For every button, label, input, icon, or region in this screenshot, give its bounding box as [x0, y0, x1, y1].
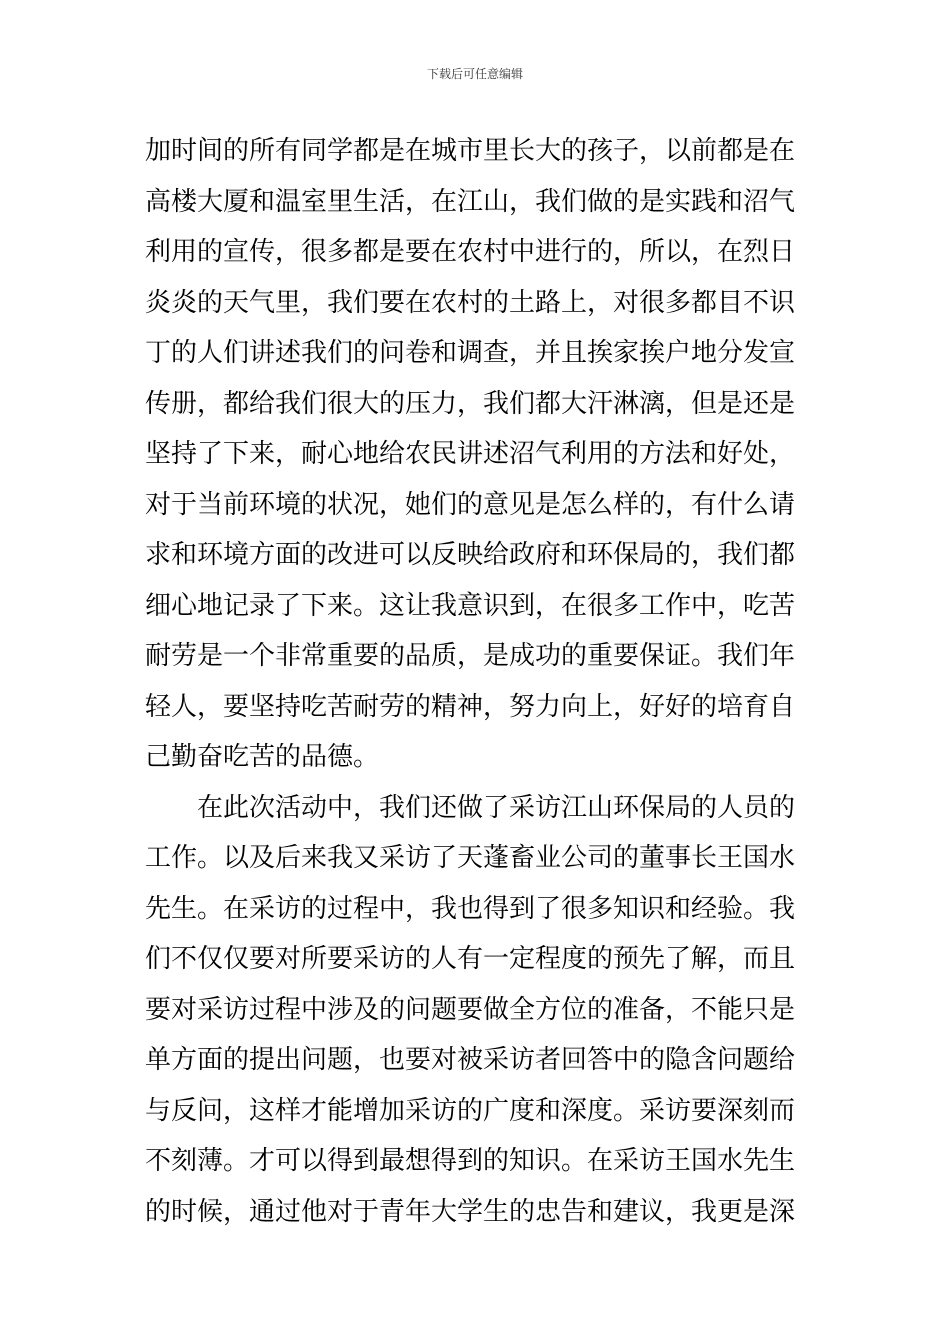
text-line: 在此次活动中，我们还做了采访江山环保局的人员的 — [197, 792, 796, 823]
text-line: 要对采访过程中涉及的问题要做全方位的准备，不能只是 — [145, 994, 796, 1025]
text-line: 耐劳是一个非常重要的品质，是成功的重要保证。我们年 — [145, 641, 796, 671]
text-line: 利用的宣传，很多都是要在农村中进行的，所以，在烈日 — [145, 237, 796, 267]
text-line: 轻人，要坚持吃苦耐劳的精神，努力向上，好好的培育自 — [145, 691, 796, 722]
paragraph-2 — [145, 783, 815, 1238]
paragraph-1 — [145, 126, 815, 783]
text-line: 细心地记录了下来。这让我意识到，在很多工作中，吃苦 — [145, 590, 796, 621]
text-line: 与反问，这样才能增加采访的广度和深度。采访要深刻而 — [145, 1095, 796, 1126]
text-line: 先生。在采访的过程中，我也得到了很多知识和经验。我 — [145, 893, 796, 924]
text-line: 传册，都给我们很大的压力，我们都大汗淋漓，但是还是 — [145, 388, 796, 419]
text-line: 们不仅仅要对所要采访的人有一定程度的预先了解，而且 — [145, 944, 796, 974]
text-line: 对于当前环境的状况，她们的意见是怎么样的，有什么请 — [145, 489, 796, 520]
text-line: 加时间的所有同学都是在城市里长大的孩子，以前都是在 — [145, 136, 796, 166]
text-line: 己勤奋吃苦的品德。 — [145, 742, 380, 772]
text-line: 工作。以及后来我又采访了天蓬畜业公司的董事长王国水 — [145, 843, 796, 873]
text-line: 炎炎的天气里，我们要在农村的土路上，对很多都目不识 — [145, 287, 796, 318]
text-line: 高楼大厦和温室里生活，在江山，我们做的是实践和沼气 — [145, 186, 796, 217]
text-line: 的时候，通过他对于青年大学生的忠告和建议，我更是深 — [145, 1196, 796, 1227]
text-line: 不刻薄。才可以得到最想得到的知识。在采访王国水先生 — [145, 1146, 796, 1176]
page-header: 下载后可任意编辑 — [426, 67, 523, 81]
body-text — [145, 126, 815, 1237]
text-line: 丁的人们讲述我们的问卷和调查，并且挨家挨户地分发宣 — [145, 338, 796, 368]
text-line: 单方面的提出问题，也要对被采访者回答中的隐含问题给 — [145, 1045, 796, 1075]
text-line: 坚持了下来，耐心地给农民讲述沼气利用的方法和好处， — [145, 439, 796, 469]
text-line: 求和环境方面的改进可以反映给政府和环保局的，我们都 — [145, 540, 796, 570]
